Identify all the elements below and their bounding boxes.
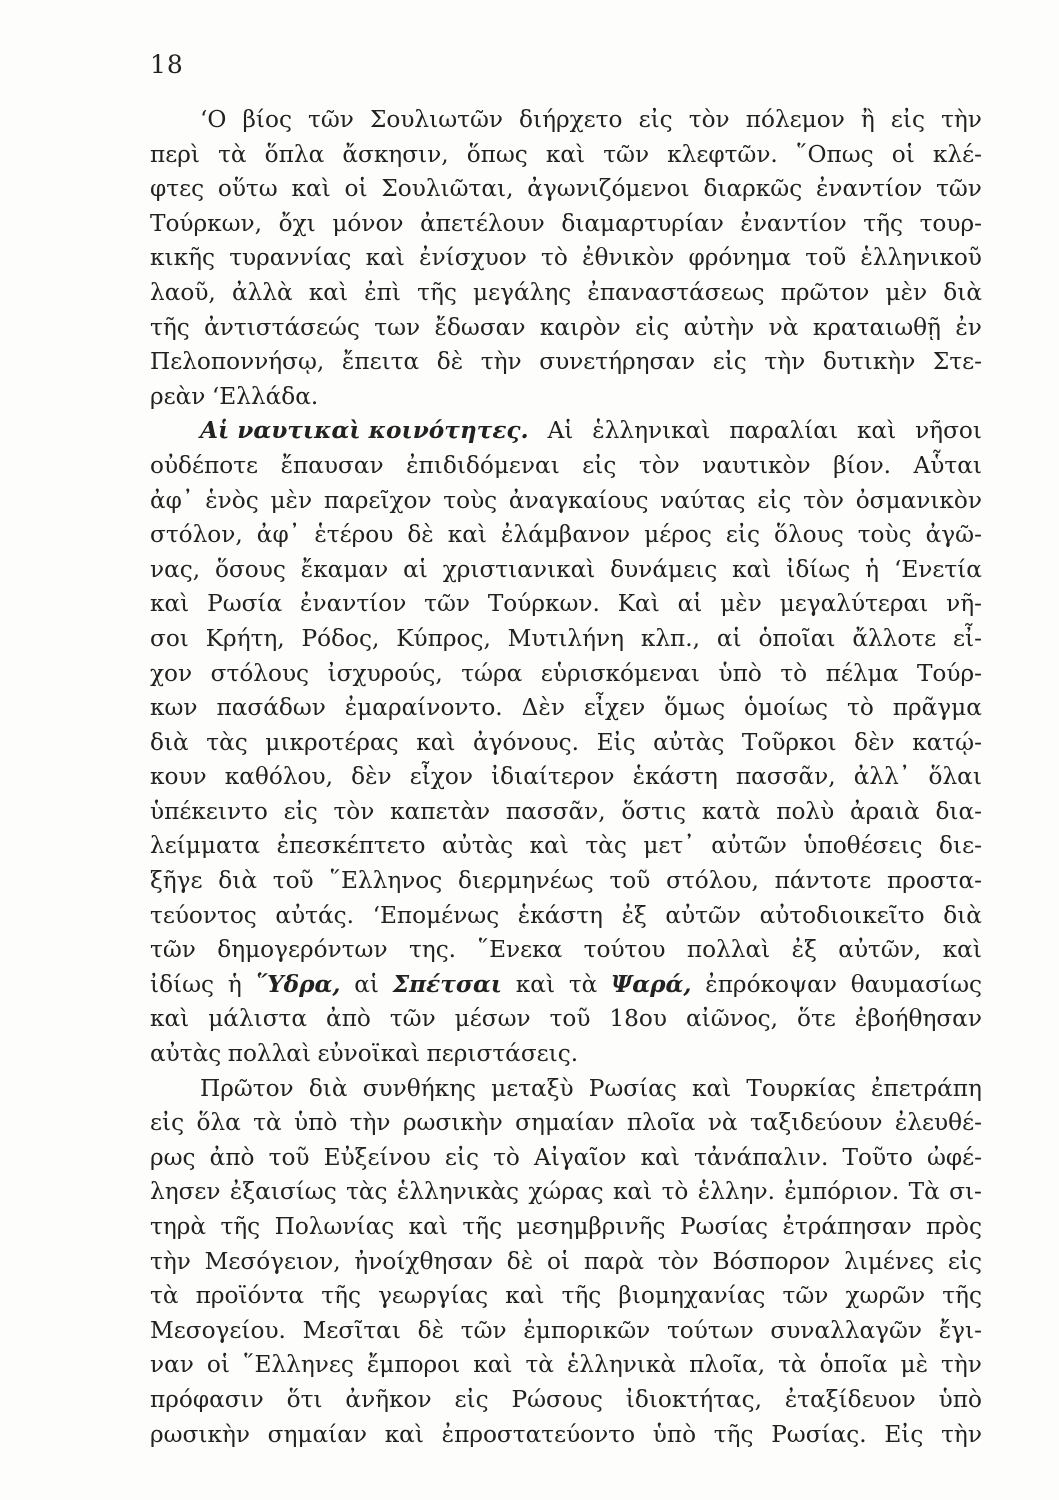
island-name-spetses: Σπέτσαι [392, 970, 503, 998]
text-line: ξῆγε διὰ τοῦ ῞Ελληνος διερμηνέως τοῦ στόλου, πάντοτε προστα- [150, 867, 982, 895]
text-line: τηρὰ τῆς Πολωνίας καὶ τῆς μεσημβρινῆς Ρωσίας ἐτράπησαν πρὸς [150, 1213, 982, 1240]
text-line: τὰ προϊόντα τῆς γεωργίας καὶ τῆς βιομηχανίας τῶν χωρῶν τῆς [150, 1282, 982, 1310]
text-line: φτες οὕτω καὶ οἱ Σουλιῶται, ἀγωνιζόμενοι διαρκῶς ἐναντίον τῶν [150, 175, 982, 203]
island-name-hydra: ῞Υδρα, [255, 970, 341, 998]
text-line: νας, ὅσους ἔκαμαν αἱ χριστιανικαὶ δυνάμεις καὶ ἰδίως ἡ ‘Ενετία [150, 555, 982, 583]
text-line: περὶ τὰ ὅπλα ἄσκησιν, ὅπως καὶ τῶν κλεφτῶν. ῞Οπως οἱ κλέ- [150, 140, 982, 168]
text-line: ρως ἀπὸ τοῦ Εὐξείνου εἰς τὸ Αἰγαῖον καὶ τἀνάπαλιν. Τοῦτο ὠφέ- [150, 1143, 982, 1171]
text-line: λαοῦ, ἀλλὰ καὶ ἐπὶ τῆς μεγάλης ἐπαναστάσεως πρῶτον μὲν διὰ [150, 278, 982, 306]
text-line: τῶν δημογερόντων της. ῞Ενεκα τούτου πολλαὶ ἐξ αὐτῶν, καὶ [150, 936, 982, 964]
text-line: εἰς ὅλα τὰ ὑπὸ τὴν ρωσικὴν σημαίαν πλοῖα νὰ ταξιδεύουν ἐλευθέ- [150, 1109, 982, 1137]
text-line: ‘Ο βίος τῶν Σουλιωτῶν διήρχετο εἰς τὸν πόλεμον ἢ εἰς τὴν [200, 106, 982, 133]
text-line: Πελοποννήσῳ, ἔπειτα δὲ τὴν συνετήρησαν εἰς τὴν δυτικὴν Στε- [150, 348, 982, 376]
text-line: καὶ μάλιστα ἀπὸ τῶν μέσων τοῦ 18ου αἰῶνος, ὅτε ἐβοήθησαν [150, 1005, 982, 1033]
text-line: ρεὰν ‘Ελλάδα. [150, 382, 319, 410]
text-line: Τούρκων, ὄχι μόνον ἀπετέλουν διαμαρτυρίαν ἐναντίον τῆς τουρ- [150, 209, 982, 237]
text-line: κων πασάδων ἐμαραίνοντο. Δὲν εἶχεν ὅμως ὁμοίως τὸ πρᾶγμα [150, 694, 982, 722]
text-line: αὐτὰς πολλαὶ εὐνοϊκαὶ περιστάσεις. [150, 1040, 579, 1068]
text-line: διὰ τὰς μικροτέρας καὶ ἀγόνους. Εἰς αὐτὰς Τοῦρκοι δὲν κατῴ- [150, 728, 982, 756]
text-line: Πρῶτον διὰ συνθήκης μεταξὺ Ρωσίας καὶ Τουρκίας ἐπετράπη [200, 1074, 982, 1102]
text-line: Μεσογείου. Μεσῖται δὲ τῶν ἐμπορικῶν τούτων συναλλαγῶν ἔγι- [150, 1316, 982, 1344]
text-line: λησεν ἐξαισίως τὰς ἑλληνικὰς χώρας καὶ τὸ ἑλλην. ἐμπόριον. Τὰ σι- [150, 1178, 982, 1206]
text-line: τεύοντος αὐτάς. ‘Επομένως ἑκάστη ἐξ αὐτῶν αὐτοδιοικεῖτο διὰ [150, 901, 982, 929]
text-line: σοι Κρήτη, Ρόδος, Κύπρος, Μυτιλήνη κλπ., αἱ ὁποῖαι ἄλλοτε εἶ- [150, 624, 982, 652]
page-number: 18 [150, 50, 184, 79]
text-line: ἀφ᾽ ἑνὸς μὲν παρεῖχον τοὺς ἀναγκαίους ναύτας εἰς τὸν ὀσμανικὸν [150, 486, 982, 514]
text-line: λείμματα ἐπεσκέπτετο αὐτὰς καὶ τὰς μετ᾽ αὐτῶν ὑποθέσεις διε- [150, 832, 982, 860]
text-line: οὐδέποτε ἔπαυσαν ἐπιδιδόμεναι εἰς τὸν ναυτικὸν βίον. Αὗται [150, 451, 982, 479]
paragraph-naval-communities [150, 414, 982, 1071]
text-line: χον στόλους ἰσχυρούς, τώρα εὑρισκόμεναι ὑπὸ τὸ πέλμα Τούρ- [150, 659, 982, 687]
island-name-psara: Ψαρά, [611, 970, 692, 998]
text-line: καὶ Ρωσία ἐναντίον τῶν Τούρκων. Καὶ αἱ μὲν μεγαλύτεραι νῆ- [150, 590, 982, 618]
paragraph-russian-flag [150, 1072, 982, 1453]
text-line: τὴν Μεσόγειον, ἠνοίχθησαν δὲ οἱ παρὰ τὸν Βόσπορον λιμένες εἰς [150, 1247, 982, 1275]
text-line: ρωσικὴν σημαίαν καὶ ἐπροστατεύοντο ὑπὸ τῆς Ρωσίας. Εἰς τὴν [150, 1420, 982, 1448]
paragraph-souliotes [150, 103, 982, 414]
body-text [150, 103, 982, 1452]
text-line: στόλον, ἀφ᾽ ἑτέρου δὲ καὶ ἐλάμβανον μέρος εἰς ὅλους τοὺς ἀγῶ- [150, 521, 982, 549]
text-line: ναν οἱ ῞Ελληνες ἔμποροι καὶ τὰ ἑλληνικὰ πλοῖα, τὰ ὁποῖα μὲ τὴν [150, 1351, 982, 1379]
text-line: ὑπέκειντο εἰς τὸν καπετὰν πασσᾶν, ὅστις κατὰ πολὺ ἀραιὰ δια- [150, 797, 982, 825]
text-line: Αἱ ναυτικαὶ κοινότητες. Αἱ ἑλληνικαὶ παραλίαι καὶ νῆσοι [150, 414, 982, 449]
text-line: πρόφασιν ὅτι ἀνῆκον εἰς Ρώσους ἰδιοκτήτας, ἐταξίδευον ὑπὸ [150, 1385, 982, 1413]
text-line: ἰδίως ἡ ῞Υδρα, αἱ Σπέτσαι καὶ τὰ Ψαρά, ἐπρόκοψαν θαυμασίως [150, 968, 982, 1003]
text-line: κουν καθόλου, δὲν εἶχον ἰδιαίτερον ἑκάστη πασσᾶν, ἀλλ᾽ ὅλαι [150, 763, 982, 791]
section-heading: Αἱ ναυτικαὶ κοινότητες. [200, 417, 529, 445]
text-line: κικῆς τυραννίας καὶ ἐνίσχυον τὸ ἐθνικὸν φρόνημα τοῦ ἑλληνικοῦ [150, 244, 982, 272]
text-line: τῆς ἀντιστάσεώς των ἔδωσαν καιρὸν εἰς αὐτὴν νὰ κραταιωθῇ ἐν [150, 313, 982, 341]
